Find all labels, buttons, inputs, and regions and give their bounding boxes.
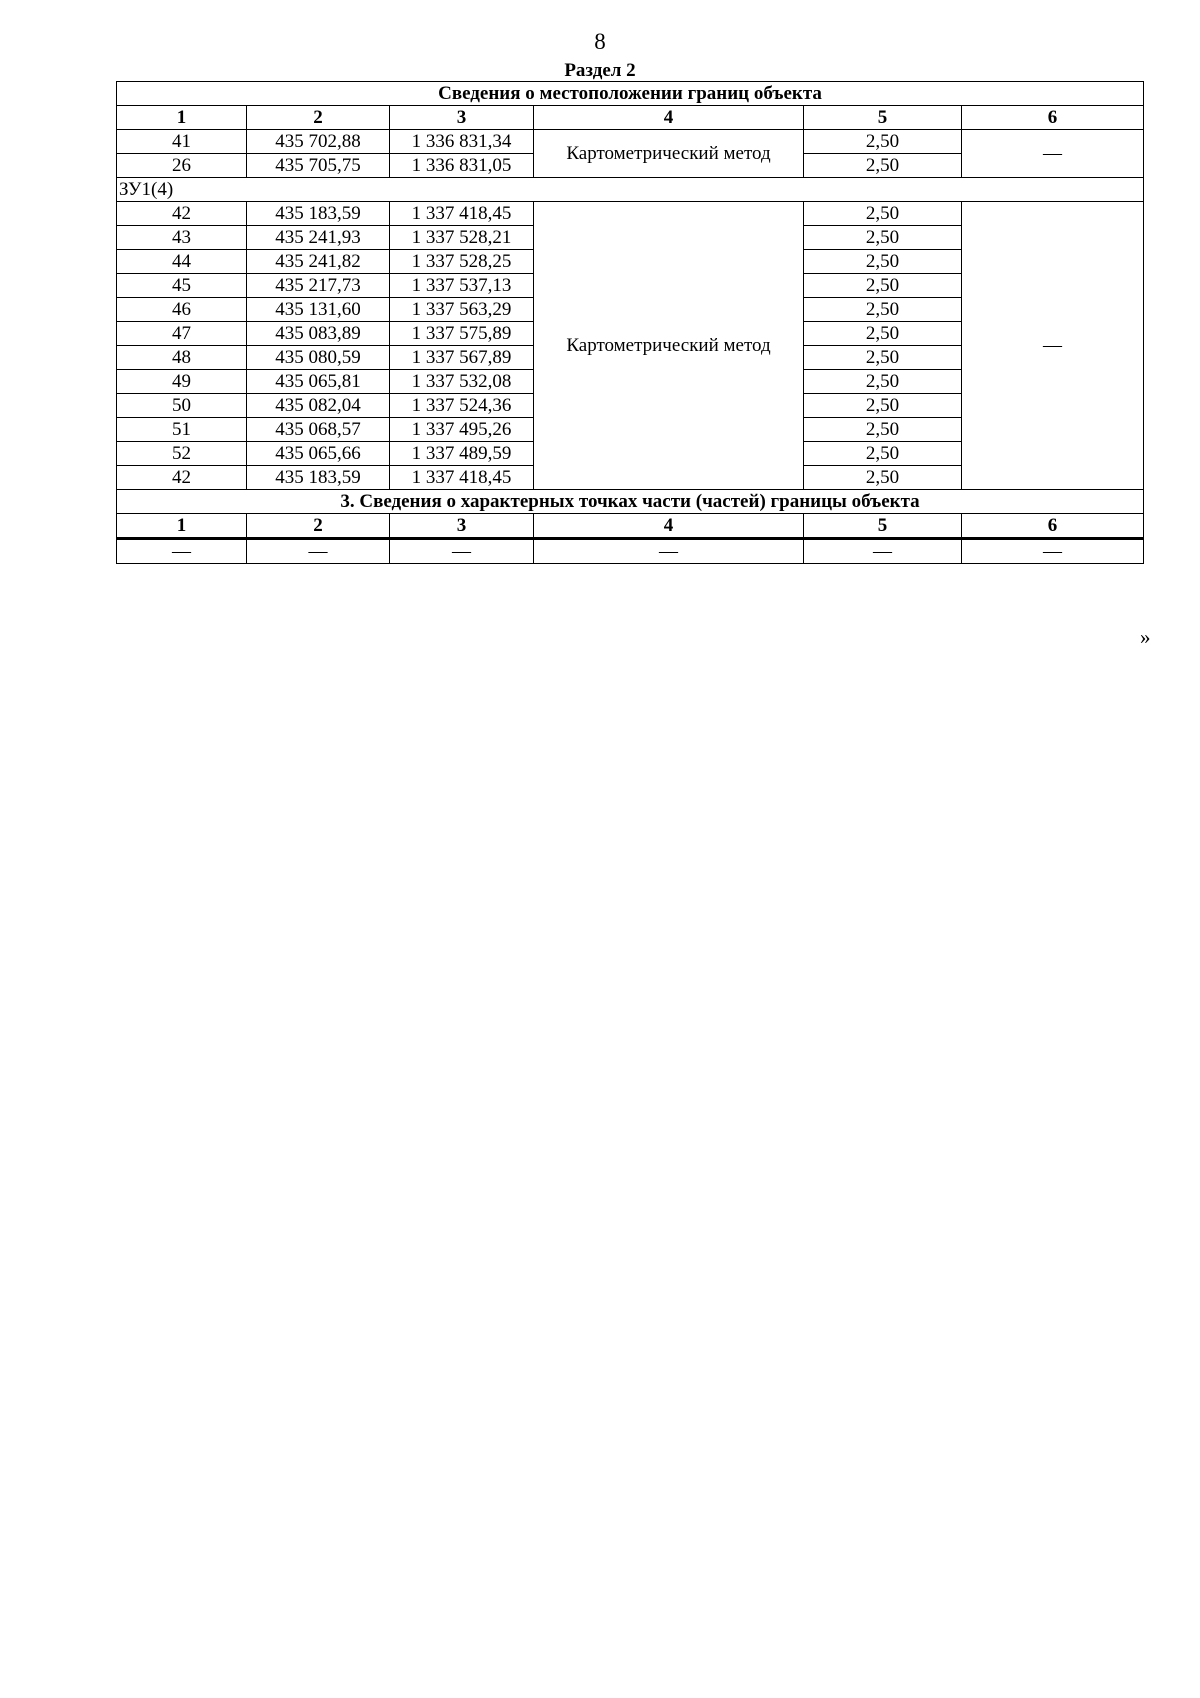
point-number: 52 — [117, 442, 247, 466]
coordinate-y: 1 337 418,45 — [390, 202, 534, 226]
section-title: Раздел 2 — [564, 60, 636, 81]
column-header-3: 3 — [390, 106, 534, 130]
column-header-6: 6 — [962, 106, 1144, 130]
accuracy-value: 2,50 — [804, 130, 962, 154]
coordinate-x: 435 080,59 — [247, 346, 390, 370]
accuracy-value: 2,50 — [804, 298, 962, 322]
coordinate-x: 435 241,93 — [247, 226, 390, 250]
empty-cell: — — [247, 539, 390, 564]
table-caption-row — [117, 82, 1144, 106]
section3-caption-row — [117, 490, 1144, 514]
method-cell: Картометрический метод — [534, 130, 804, 178]
description-cell: — — [962, 130, 1144, 178]
boundary-table — [116, 81, 1144, 564]
point-number: 42 — [117, 202, 247, 226]
column-header-row — [117, 106, 1144, 130]
empty-cell: — — [804, 539, 962, 564]
point-number: 46 — [117, 298, 247, 322]
coordinate-y: 1 337 563,29 — [390, 298, 534, 322]
coordinate-x: 435 068,57 — [247, 418, 390, 442]
table-row — [117, 130, 1144, 154]
accuracy-value: 2,50 — [804, 202, 962, 226]
section3-column-header-3: 3 — [390, 514, 534, 539]
accuracy-value: 2,50 — [804, 346, 962, 370]
coordinate-x: 435 065,66 — [247, 442, 390, 466]
column-header-5: 5 — [804, 106, 962, 130]
coordinate-y: 1 337 537,13 — [390, 274, 534, 298]
point-number: 51 — [117, 418, 247, 442]
coordinate-x: 435 083,89 — [247, 322, 390, 346]
column-header-1: 1 — [117, 106, 247, 130]
accuracy-value: 2,50 — [804, 322, 962, 346]
accuracy-value: 2,50 — [804, 226, 962, 250]
accuracy-value: 2,50 — [804, 370, 962, 394]
coordinate-y: 1 337 532,08 — [390, 370, 534, 394]
section3-column-header-1: 1 — [117, 514, 247, 539]
accuracy-value: 2,50 — [804, 394, 962, 418]
page-number: 8 — [594, 29, 606, 54]
section3-header-row — [117, 514, 1144, 539]
description-cell: — — [962, 202, 1144, 490]
coordinate-y: 1 337 567,89 — [390, 346, 534, 370]
accuracy-value: 2,50 — [804, 442, 962, 466]
table-caption: Сведения о местоположении границ объекта — [117, 82, 1144, 106]
section3-column-header-6: 6 — [962, 514, 1144, 539]
point-number: 44 — [117, 250, 247, 274]
point-number: 48 — [117, 346, 247, 370]
coordinate-y: 1 337 495,26 — [390, 418, 534, 442]
accuracy-value: 2,50 — [804, 250, 962, 274]
coordinate-y: 1 337 528,21 — [390, 226, 534, 250]
section3-empty-row — [117, 539, 1144, 564]
accuracy-value: 2,50 — [804, 466, 962, 490]
section3-column-header-2: 2 — [247, 514, 390, 539]
column-header-4: 4 — [534, 106, 804, 130]
coordinate-x: 435 705,75 — [247, 154, 390, 178]
point-number: 50 — [117, 394, 247, 418]
section3-column-header-5: 5 — [804, 514, 962, 539]
coordinate-y: 1 337 418,45 — [390, 466, 534, 490]
group-label: ЗУ1(4) — [117, 178, 1144, 202]
coordinate-y: 1 337 524,36 — [390, 394, 534, 418]
coordinate-x: 435 183,59 — [247, 202, 390, 226]
point-number: 47 — [117, 322, 247, 346]
accuracy-value: 2,50 — [804, 274, 962, 298]
group-label-row — [117, 178, 1144, 202]
table-row — [117, 202, 1144, 226]
column-header-2: 2 — [247, 106, 390, 130]
closing-quote: » — [1140, 625, 1151, 649]
coordinate-x: 435 702,88 — [247, 130, 390, 154]
empty-cell: — — [117, 539, 247, 564]
empty-cell: — — [962, 539, 1144, 564]
point-number: 49 — [117, 370, 247, 394]
accuracy-value: 2,50 — [804, 154, 962, 178]
empty-cell: — — [390, 539, 534, 564]
point-number: 45 — [117, 274, 247, 298]
point-number: 26 — [117, 154, 247, 178]
coordinate-x: 435 183,59 — [247, 466, 390, 490]
coordinate-y: 1 337 528,25 — [390, 250, 534, 274]
boundary-table-body — [117, 82, 1144, 564]
coordinate-x: 435 241,82 — [247, 250, 390, 274]
coordinate-y: 1 336 831,05 — [390, 154, 534, 178]
method-cell: Картометрический метод — [534, 202, 804, 490]
coordinate-x: 435 131,60 — [247, 298, 390, 322]
coordinate-y: 1 337 575,89 — [390, 322, 534, 346]
section3-column-header-4: 4 — [534, 514, 804, 539]
empty-cell: — — [534, 539, 804, 564]
coordinate-y: 1 336 831,34 — [390, 130, 534, 154]
coordinate-y: 1 337 489,59 — [390, 442, 534, 466]
coordinate-x: 435 217,73 — [247, 274, 390, 298]
section3-caption: 3. Сведения о характерных точках части (частей) границы объекта — [117, 490, 1144, 514]
accuracy-value: 2,50 — [804, 418, 962, 442]
point-number: 42 — [117, 466, 247, 490]
coordinate-x: 435 065,81 — [247, 370, 390, 394]
coordinate-x: 435 082,04 — [247, 394, 390, 418]
point-number: 43 — [117, 226, 247, 250]
point-number: 41 — [117, 130, 247, 154]
